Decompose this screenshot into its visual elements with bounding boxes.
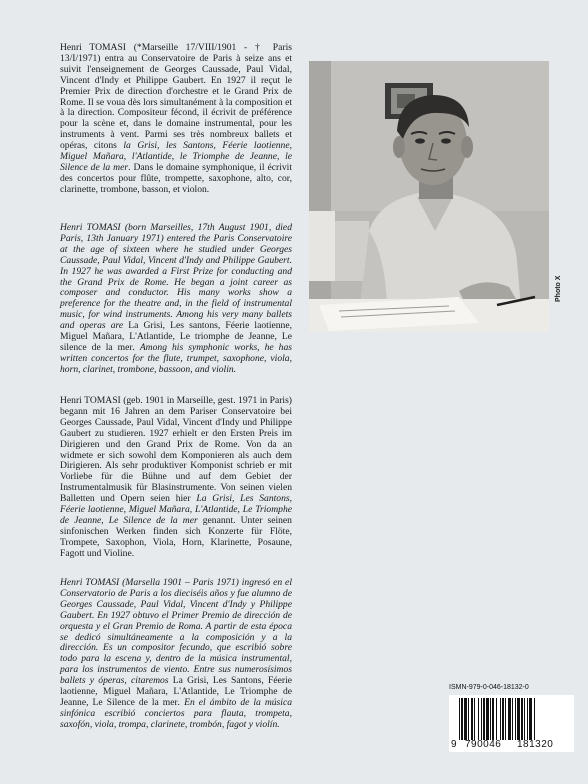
composer-portrait-photo	[309, 61, 549, 332]
barcode-bar	[481, 698, 482, 740]
barcode-group-2: 181320	[517, 739, 554, 750]
bio-english-text-2: . Among his symphonic works, he has written concertos for the flute, trumpet, saxophone, viola, horn, clarinet, trombone, bassoon, and violin.	[60, 341, 292, 375]
bio-english-works: La Grisi, Les santons, Féerie laotienne, Miguel Mañara, L'Atlantide, Le triomphe de Jeanne, Le silence de la mer	[60, 320, 292, 353]
bio-french-text-2: . Dans le domaine symphonique, il écrivit des concertos pour flûte, trompette, saxophone, alto, cor, clarinette, trombone, basson, et violon.	[60, 161, 292, 195]
bio-spanish-text-1: Henri TOMASI (Marsella 1901 – Paris 1971) ingresó en el Conservatorio de Paris a los dieciséis años y fue alumno de Georges Caussade, Paul Vidal, Vincent d'Indy y Philippe Gaubert. En 1927 obtuvo el Primer Premio de dirección de orquesta y el Gran Premio de Roma. A partir de esta época se dedicó simultáneamente a la composición y a la dirección. Es un compositor fecundo, que escribió sobre todo para la escena y, dentro de la música instrumental, para los instrumentos de viento. Entre sus numerosísimos ballets y óperas, citaremos	[60, 577, 292, 687]
bio-french	[60, 43, 292, 196]
barcode-bar	[521, 698, 523, 740]
bio-spanish-works: La Grisi, Les Santons, Féerie laotienne, Miguel Mañara, L'Atlantide, Le Triomphe de Jeanne, Le Silence de la mer	[60, 675, 292, 708]
barcode-bar	[508, 698, 511, 740]
barcode-bar	[517, 698, 520, 740]
photo-credit: Photo X	[555, 275, 562, 302]
bio-spanish-text-2: . En el ámbito de la música sinfónica escribió conciertos para flauta, trompeta, saxofón, viola, trompa, clarinete, trombón, fagot y violín.	[60, 696, 292, 730]
barcode-bar	[478, 698, 479, 740]
barcode-bar	[461, 698, 463, 740]
barcode-bar	[492, 698, 494, 740]
barcode-bars	[459, 698, 567, 740]
barcode	[449, 695, 574, 752]
bio-german-text-2: genannt. Unter seinen sinfonischen Werken finden sich Konzerte für Flöte, Trompete, Saxophon, Viola, Horn, Klarinette, Posaune, Fagott und Violine.	[60, 514, 292, 559]
barcode-bar	[483, 698, 485, 740]
bio-french-text-1: Henri TOMASI (*Marseille 17/VIII/1901 - † Paris 13/I/1971) entra au Conservatoire de Paris à seize ans et suivit l'enseignement de Georges Caussade, Paul Vidal, Vincent d'Indy et Philippe Gaubert. En 1927 il reçut le Premier Prix de direction d'orchestre et le Grand Prix de Rome. Il se voua dès lors simultanément à la composition et à la direction. Compositeur fécond, il écrivit de préférence pour la scène et, dans le domaine instrumental, pour les instruments à vent. Parmi ses très nombreux ballets et opéras, citons	[60, 42, 292, 152]
portrait-illustration	[309, 61, 549, 332]
ismn-label: ISMN-979-0-046-18132-0	[449, 684, 529, 691]
bio-german-text-1: Henri TOMASI (geb. 1901 in Marseille, gest. 1971 in Paris) begann mit 16 Jahren an dem Pariser Conservatoire bei Georges Caussade, Paul Vidal, Vincent d'Indy und Philippe Gaubert zu studieren. 1927 erhielt er den Ersten Preis im Dirigieren und den Grand Prix de Rome. Von da an widmete er sich sowohl dem Komponieren als auch dem Dirigieren. Als sehr produktiver Komponist schrieb er mit Vorliebe für die Bühne und auf dem Gebiet der Instrumentalmusik für Blasinstrumente. Von seinen vielen Balletten und Opern seien hier	[60, 395, 292, 505]
barcode-bar	[515, 698, 516, 740]
barcode-group-1: 790046	[465, 739, 502, 750]
bio-german-works: La Grisi, Les Santons, Féerie laotienne, Miguel Mañara, L'Atlantide, Le Triomphe de Jeanne, Le Silence de la mer	[60, 493, 293, 526]
barcode-bar	[471, 698, 473, 740]
barcode-bar	[529, 698, 532, 740]
barcode-bar	[459, 698, 460, 740]
bio-english-text-1: Henri TOMASI (born Marseilles, 17th August 1901, died Paris, 13th January 1971) entered the Paris Conservatoire at the age of sixteen where he studied under Georges Caussade, Paul Vidal, Vincent d'Indy and Philippe Gaubert. In 1927 he was awarded a First Prize for conducting and the Grand Prix de Rome. He began a joint career as composer and conductor. His many works show a preference for the theatre and, in the field of instrumental music, for wind instruments. Among his very many ballets and operas are	[60, 222, 292, 332]
bio-french-works: la Grisi, les Santons, Féerie laotienne, Miguel Mañara, l'Atlantide, le Triomphe de Jeanne, le Silence de la mer	[60, 140, 293, 173]
bio-english	[60, 223, 292, 376]
barcode-bar	[534, 698, 535, 740]
barcode-bar	[500, 698, 501, 740]
barcode-bar	[505, 698, 506, 740]
barcode-bar	[524, 698, 525, 740]
barcode-bar	[474, 698, 475, 740]
barcode-bar	[496, 698, 497, 740]
barcode-bar	[468, 698, 469, 740]
barcode-lead-digit: 9	[451, 739, 458, 750]
barcode-bar	[464, 698, 467, 740]
barcode-bar	[512, 698, 513, 740]
barcode-bar	[490, 698, 491, 740]
bio-german	[60, 396, 292, 560]
barcode-bar	[502, 698, 504, 740]
barcode-bar	[527, 698, 528, 740]
barcode-bar	[486, 698, 489, 740]
bio-spanish	[60, 578, 292, 731]
